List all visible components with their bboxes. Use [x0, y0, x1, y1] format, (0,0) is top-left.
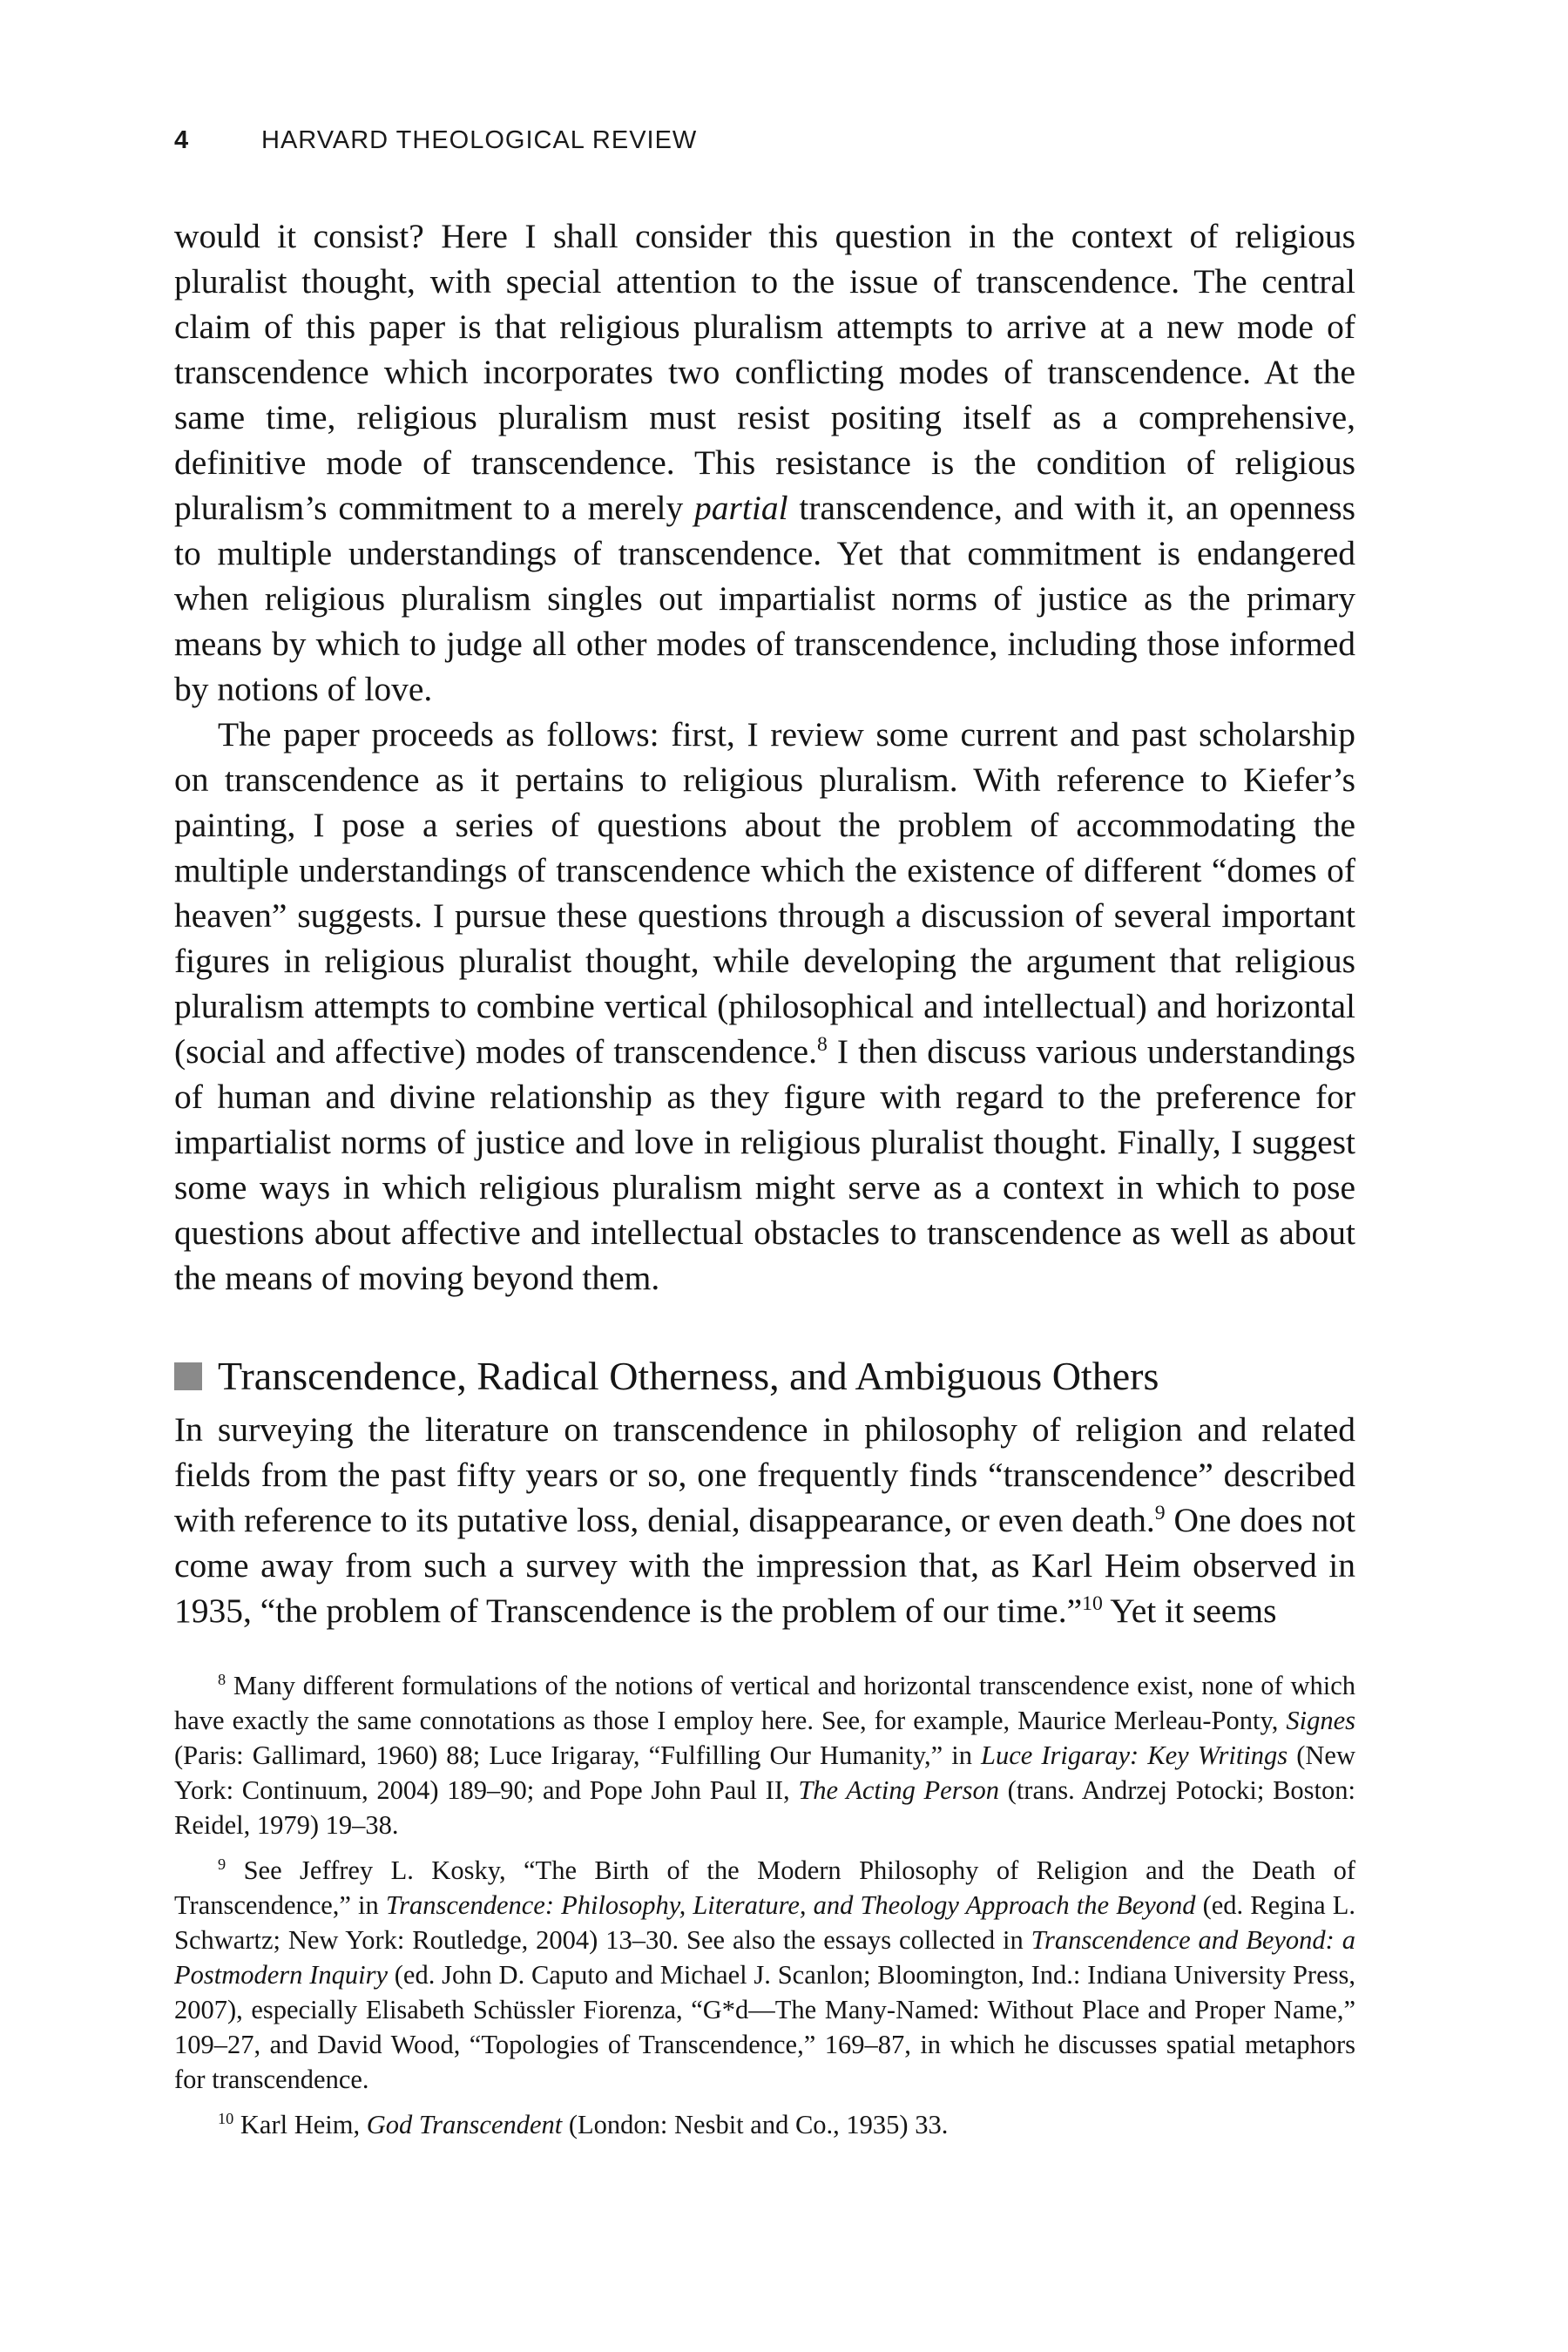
text-run: The paper proceeds as follows: first, I review some current and past scholarship on transcendence as it pertains to religious pluralism. With reference to Kiefer’s painting, I pose a series of questions about the problem of accommodating the multiple understandings of transcendence which the existence of different “domes of heaven” suggests. I pursue these questions through a discussion of several important figures in religious pluralist thought, while developing the argument that religious pluralism attempts to combine vertical (philosophical and intellectual) and horizontal (social and affective) modes of transcendence.	[174, 715, 1355, 1071]
section-title: Transcendence, Radical Otherness, and Ambiguous Others	[218, 1354, 1159, 1398]
body-section-transcendence	[174, 1407, 1355, 1633]
body-section-intro	[174, 213, 1355, 1301]
footnote-ref-10: 10	[1082, 1592, 1103, 1615]
text-run: (ed. John D. Caputo and Michael J. Scanlon; Bloomington, Ind.: Indiana University Press, 2007), especially Elisabeth Schüssler Fiorenza, “G*d—The Many-Named: Without Place and Proper Name,” 109–27, and David Wood, “Topologies of Transcendence,” 169–87, in which he discusses spatial metaphors for transcendence.	[174, 1960, 1355, 2094]
italic-run: The Acting Person	[798, 1775, 999, 1805]
body-paragraph	[174, 712, 1355, 1301]
body-paragraph	[174, 1407, 1355, 1633]
text-run: In surveying the literature on transcendence in philosophy of religion and related fields from the past fifty years or so, one frequently finds “transcendence” described with reference to its putative loss, denial, disappearance, or even death.	[174, 1410, 1355, 1539]
italic-run: Transcendence and Beyond: a Postmodern Inquiry	[174, 1925, 1355, 1990]
italic-run: Transcendence: Philosophy, Literature, and Theology Approach the Beyond	[385, 1890, 1196, 1920]
footnotes	[174, 1668, 1355, 2153]
body-paragraph	[174, 213, 1355, 712]
footnote-number: 9	[218, 1855, 226, 1873]
text-run: transcendence, and with it, an openness to multiple understandings of transcendence. Yet that commitment is endangered when religious pluralism singles out impartialist norms of justice as the primary means by which to judge all other modes of transcendence, including those informed by notions of love.	[174, 489, 1355, 708]
text-run: (ed. Regina L. Schwartz; New York: Routledge, 2004) 13–30. See also the essays collected in	[174, 1890, 1356, 1955]
footnote-number: 10	[218, 2109, 234, 2127]
text-run: Karl Heim,	[233, 2110, 367, 2139]
text-run: One does not come away from such a survey with the impression that, as Karl Heim observed in 1935, “the problem of Transcendence is the problem of our time.”	[174, 1501, 1355, 1630]
italic-run: Luce Irigaray: Key Writings	[981, 1740, 1288, 1770]
section-heading	[174, 1350, 1159, 1402]
footnote-10	[174, 2107, 1355, 2142]
text-run: (Paris: Gallimard, 1960) 88; Luce Irigaray, “Fulfilling Our Humanity,” in	[174, 1740, 982, 1770]
text-run: I then discuss various understandings of human and divine relationship as they figure with regard to the preference for impartialist norms of justice and love in religious pluralist thought. Finally, I suggest some ways in which religious pluralism might serve as a context in which to pose questions about affective and intellectual obstacles to transcendence as well as about the means of moving beyond them.	[174, 1032, 1355, 1297]
heading-square-icon	[174, 1362, 202, 1390]
footnote-9	[174, 1853, 1355, 2097]
text-run: Yet it seems	[1102, 1592, 1277, 1630]
text-run: See Jeffrey L. Kosky, “The Birth of the Modern Philosophy of Religion and the Death of Transcendence,” in	[174, 1855, 1355, 1920]
running-header	[174, 126, 697, 155]
page-number: 4	[174, 126, 190, 154]
text-run: would it consist? Here I shall consider this question in the context of religious pluralist thought, with special attention to the issue of transcendence. The central claim of this paper is that religious pluralism attempts to arrive at a new mode of transcendence which incorporates two conflicting modes of transcendence. At the same time, religious pluralism must resist positing itself as a comprehensive, definitive mode of transcendence. This resistance is the condition of religious pluralism’s commitment to a merely	[174, 217, 1355, 527]
italic-run: Signes	[1286, 1706, 1355, 1735]
text-run: (London: Nesbit and Co., 1935) 33.	[562, 2110, 949, 2139]
text-run: Many different formulations of the notions of vertical and horizontal transcendence exist, none of which have exactly the same connotations as those I employ here. See, for example, Maurice Merleau-Ponty,	[174, 1671, 1355, 1735]
footnote-ref-8: 8	[816, 1032, 828, 1056]
footnote-number: 8	[218, 1670, 226, 1688]
text-run: (trans. Andrzej Potocki; Boston: Reidel, 1979) 19–38.	[174, 1775, 1355, 1840]
journal-title: HARVARD THEOLOGICAL REVIEW	[261, 126, 698, 154]
italic-run: God Transcendent	[366, 2110, 563, 2139]
italic-run: partial	[694, 489, 788, 527]
footnote-8	[174, 1668, 1355, 1842]
text-run: (New York: Continuum, 2004) 189–90; and Pope John Paul II,	[174, 1740, 1355, 1805]
footnote-ref-9: 9	[1154, 1501, 1166, 1524]
